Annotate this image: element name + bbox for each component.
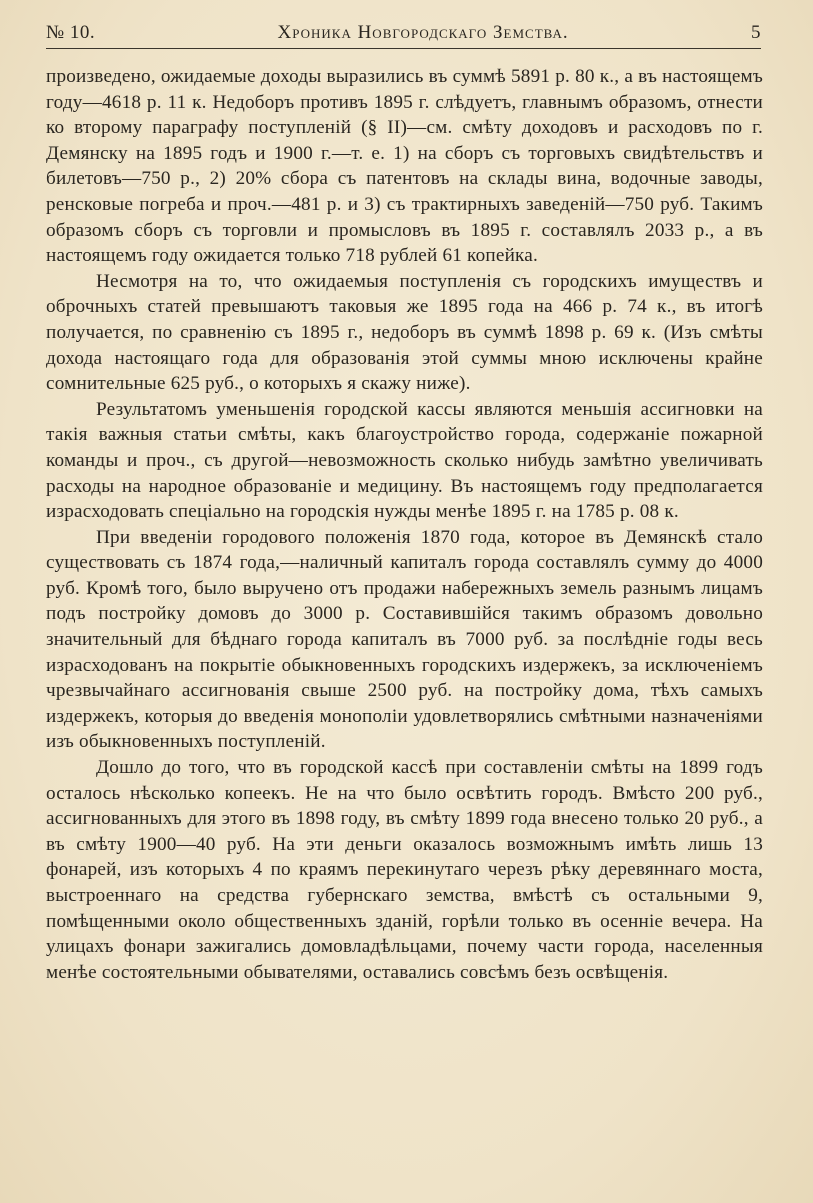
paragraph-2: Несмотря на то, что ожидаемыя поступленія съ городскихъ имуществъ и оброчныхъ статей превышаютъ таковыя же 1895 года на 466 р. 74 к., въ итогѣ получается, по сравненію съ 1895 г., недоборъ въ суммѣ 1898 р. 69 к. (Изъ смѣты дохода настоящаго года для образованія этой суммы мною исключены крайне сомнительные 625 руб., о которыхъ я скажу ниже). [46, 270, 763, 395]
paragraph-4: При введеніи городового положенія 1870 года, которое въ Демянскѣ стало существовать съ 1874 года,—наличный капиталъ города составлялъ сумму до 4000 руб. Кромѣ того, было выручено отъ продажи набережныхъ земель разнымъ лицамъ подъ постройку домовъ до 3000 р. Составившійся такимъ образомъ довольно значительный для бѣднаго города капиталъ въ 7000 руб. за послѣдніе годы весь израсходованъ на покрытіе обыкновенныхъ городскихъ издержекъ, за исключеніемъ чрезвычайнаго ассигнованія свыше 2500 руб. на постройку дома, тѣхъ самыхъ издержекъ, которыя до введенія монополіи удовлетворялись смѣтными назначеніями изъ обыкновенныхъ поступленій. [46, 526, 763, 753]
page-number: 5 [750, 22, 761, 43]
paragraph-5: Дошло до того, что въ городской кассѣ при составленіи смѣты на 1899 годъ осталось нѣсколько копеекъ. Не на что было освѣтить городъ. Вмѣсто 200 руб., ассигнованныхъ для этого въ 1898 году, въ смѣту 1899 года внесено только 20 руб., а въ смѣту 1900—40 руб. На эти деньги оказалось возможнымъ имѣть лишь 13 фонарей, изъ которыхъ 4 по краямъ перекинутаго черезъ рѣку деревяннаго моста, выстроеннаго на средства губернскаго земства, вмѣстѣ съ остальными 9, помѣщенными около общественныхъ зданій, горѣли только въ осенніе вечера. На улицахъ фонари зажигались домовладѣльцами, почему части города, населенныя менѣе состоятельными обывателями, оставались совсѣмъ безъ освѣщенія. [46, 757, 763, 983]
running-title: Хроника Новгородскаго Земства. [277, 22, 569, 43]
body-text [46, 64, 763, 985]
paragraph-1: произведено, ожидаемые доходы выразились въ суммѣ 5891 р. 80 к., а въ настоящемъ году—4618 р. 11 к. Недоборъ противъ 1895 г. слѣдуетъ, главнымъ образомъ, отнести ко второму параграфу поступленій (§ II)—см. смѣту доходовъ и расходовъ по г. Демянску на 1895 годъ и 1900 г.—т. е. 1) на сборъ съ торговыхъ свидѣтельствъ и билетовъ—750 р., 2) 20% сбора съ патентовъ на склады вина, водочные заводы, ренсковые погреба и проч.—481 р. и 3) съ трактирныхъ заведеній—750 руб. Такимъ образомъ сборъ съ торговли и промысловъ въ 1895 г. составлялъ 2033 р., а въ настоящемъ году ожидается только 718 рублей 61 копейка. [46, 66, 763, 267]
paragraph-3: Результатомъ уменьшенія городской кассы являются меньшія ассигновки на такія важныя статьи смѣты, какъ благоустройство города, содержаніе пожарной команды и проч., съ другой—невозможность сколько нибудь замѣтно увеличивать расходы на народное образованіе и медицину. Въ настоящемъ году предполагается израсходовать спеціально на городскія нужды менѣе 1895 г. на 1785 р. 08 к. [46, 398, 763, 523]
page-header [46, 22, 761, 49]
issue-number: № 10. [46, 22, 96, 43]
